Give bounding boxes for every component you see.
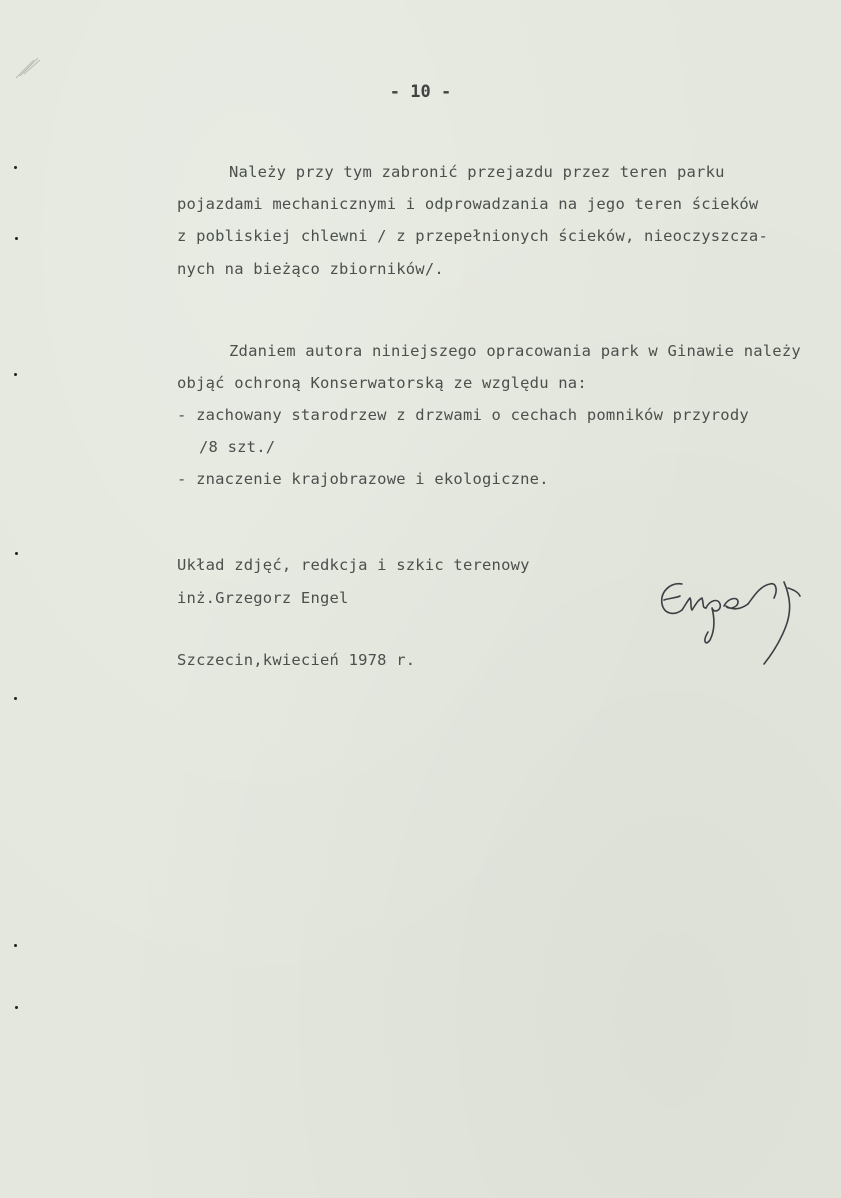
paragraph1-line-3: z pobliskiej chlewni / z przepełnionych ścieków, nieoczyszcza- [177,227,768,245]
margin-dot [15,552,18,555]
margin-dot [14,373,17,376]
page-number: - 10 - [389,82,452,102]
credits-line-1: Układ zdjęć, redkcja i szkic terenowy [177,556,530,574]
paragraph2-list-item-1-cont: /8 szt./ [199,438,276,456]
paragraph1-line-4: nych na bieżąco zbiorników/. [177,260,444,278]
margin-dot [14,697,17,700]
margin-dot [14,944,17,947]
paragraph2-list-item-2: - znaczenie krajobrazowe i ekologiczne. [177,470,549,488]
margin-dot [15,1006,18,1009]
margin-dot [15,237,18,240]
paragraph2-line-2: objąć ochroną Konserwatorską ze względu na: [177,374,587,392]
paragraph2-line-1: Zdaniem autora niniejszego opracowania park w Ginawie należy [229,342,801,360]
credits-author: inż.Grzegorz Engel [177,589,349,607]
handwritten-signature [652,570,812,670]
margin-dot [14,166,17,169]
paper-corner-mark [14,40,54,80]
paragraph1-line-2: pojazdami mechanicznymi i odprowadzania na jego teren ścieków [177,195,759,213]
paragraph2-list-item-1: - zachowany starodrzew z drzwami o cechach pomników przyrody [177,406,749,424]
place-date: Szczecin,kwiecień 1978 r. [177,651,416,669]
paragraph1-line-1: Należy przy tym zabronić przejazdu przez teren parku [229,163,725,181]
